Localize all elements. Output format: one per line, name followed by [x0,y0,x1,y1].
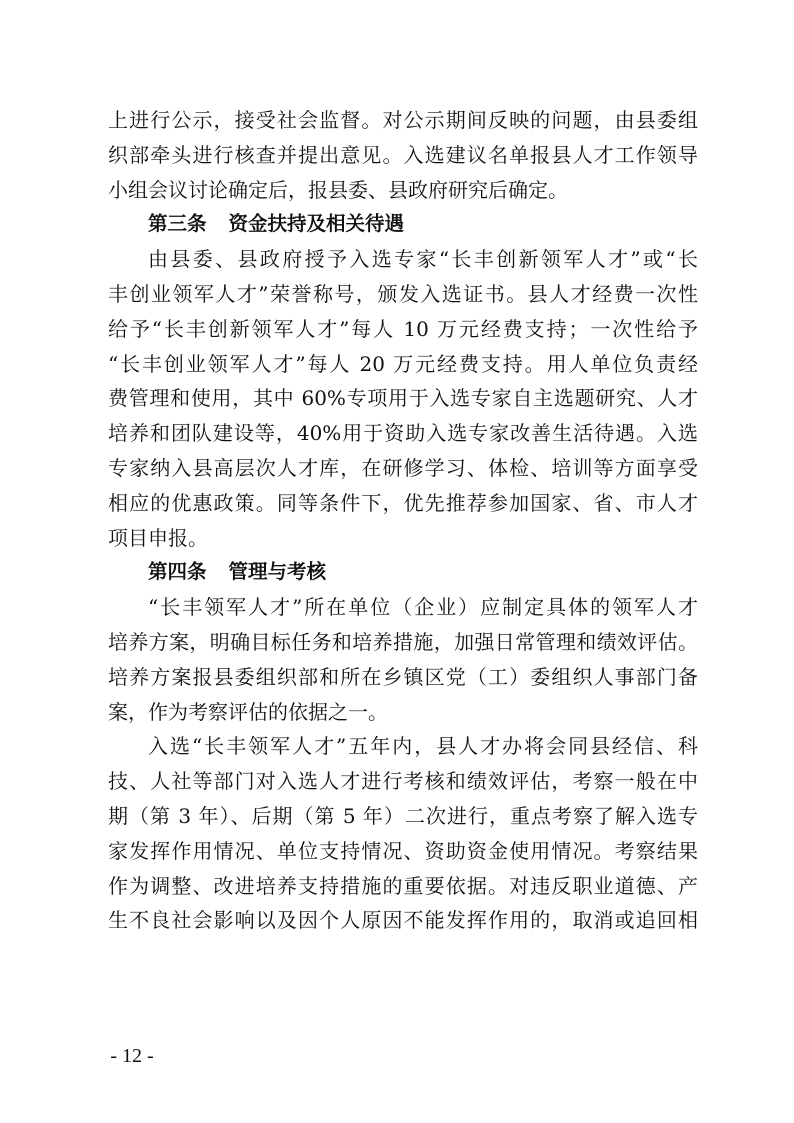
text-line: 上进行公示，接受社会监督。对公示期间反映的问题，由县委组 [108,108,698,132]
text-line: 织部牵头进行核查并提出意见。入选建议名单报县人才工作领导 [108,142,698,167]
text-line: 案，作为考察评估的依据之一。 [108,699,388,724]
text-line: 项目申报。 [108,525,208,550]
text-line: 培养和团队建设等，40%用于资助入选专家改善生活待遇。入选 [108,421,698,446]
article-3-heading [108,207,698,242]
article-title: 资金扶持及相关待遇 [228,212,405,236]
text-line: 培养方案报县委组织部和所在乡镇区党（工）委组织人事部门备 [108,664,698,689]
text-line: “长丰领军人才”所在单位（企业）应制定具体的领军人才 [148,595,698,620]
text-line: 由县委、县政府授予入选专家“长丰创新领军人才”或“长 [148,247,698,272]
article-number: 第三条 [148,212,207,236]
paragraph-funding-support [108,242,698,555]
text-line: 生不良社会影响以及因个人原因不能发挥作用的，取消或追回相 [108,908,698,933]
document-body [108,103,698,938]
text-line: 丰创业领军人才”荣誉称号，颁发入选证书。县人才经费一次性 [108,281,698,306]
text-line: 家发挥作用情况、单位支持情况、资助资金使用情况。考察结果 [108,838,698,863]
text-line: 小组会议讨论确定后，报县委、县政府研究后确定。 [108,177,568,202]
article-number: 第四条 [148,560,207,584]
text-line: 给予“长丰创新领军人才”每人 10 万元经费支持；一次性给予 [108,316,698,341]
text-line: 相应的优惠政策。同等条件下，优先推荐参加国家、省、市人才 [108,490,698,515]
article-title: 管理与考核 [228,560,327,584]
article-4-heading [108,555,698,590]
paragraph-publicity [108,103,698,207]
text-line: 作为调整、改进培养支持措施的重要依据。对违反职业道德、产 [108,873,698,898]
page-number: - 12 - [110,1045,154,1067]
text-line: 专家纳入县高层次人才库，在研修学习、体检、培训等方面享受 [108,455,698,480]
text-line: 技、人社等部门对入选人才进行考核和绩效评估，考察一般在中 [108,769,698,794]
text-line: 期（第 3 年）、后期（第 5 年）二次进行，重点考察了解入选专 [108,803,698,828]
text-line: “长丰创业领军人才”每人 20 万元经费支持。用人单位负责经 [108,351,698,376]
paragraph-assessment [108,729,698,938]
text-line: 费管理和使用，其中 60%专项用于入选专家自主选题研究、人才 [108,386,698,411]
text-line: 入选“长丰领军人才”五年内，县人才办将会同县经信、科 [148,734,698,759]
paragraph-training-plan [108,590,698,729]
text-line: 培养方案，明确目标任务和培养措施，加强日常管理和绩效评估。 [108,629,698,654]
